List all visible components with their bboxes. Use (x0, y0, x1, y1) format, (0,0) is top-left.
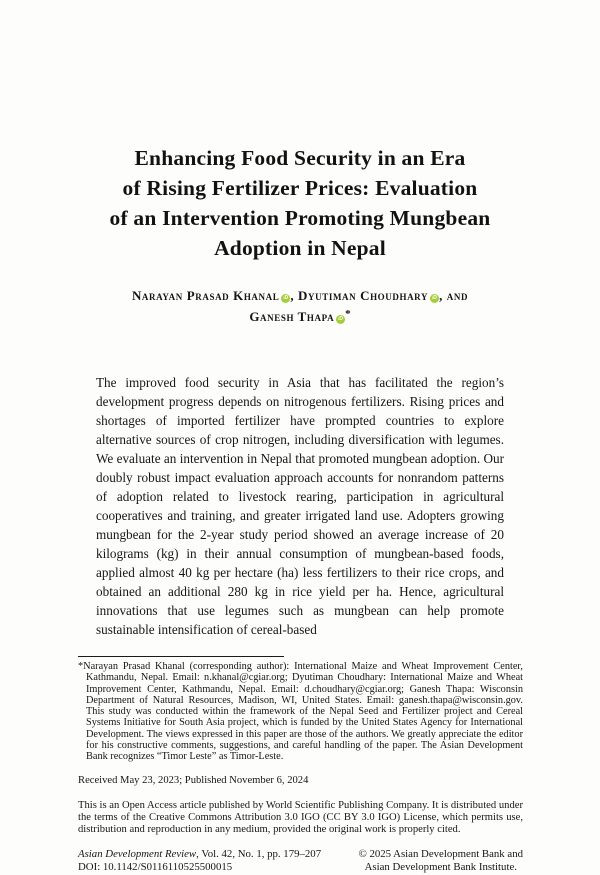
abstract-text: The improved food security in Asia that has facilitated the region’s development progress depends on nitrogenous fertilizers. Rising prices and shortages of imported fertilizer have prompted countries to explore alternative sources of crop nitrogen, including diversification with legumes. We evaluate an intervention in Nepal that promoted mungbean adoption. Our doubly robust impact evaluation approach accounts for nonrandom patterns of adoption related to livestock rearing, participation in agricultural cooperatives and training, and greater irrigated land use. Adopters growing mungbean for the 2-year study period showed an average increase of 20 kilograms (kg) in their annual consumption of mungbean-based foods, applied almost 40 kg per hectare (ha) less fertilizers to their rice crops, and obtained an additional 280 kg in rice yield per ha. Hence, agricultural innovations that use legumes such as mungbean can help promote sustainable intensification of cereal-based (96, 375, 504, 637)
author-name: Ganesh Thapa (249, 309, 335, 324)
copyright-block (359, 848, 523, 875)
orcid-icon[interactable]: iD (430, 294, 439, 303)
journal-volume-pages: , Vol. 42, No. 1, pp. 179–207 (196, 847, 322, 860)
author-byline (0, 286, 600, 326)
article-title-line: Enhancing Food Security in an Era (134, 146, 466, 170)
footnote-text: Narayan Prasad Khanal (corresponding author): International Maize and Wheat Improvement Center, Kathmandu, Nepal. Email: n.khanal@cgiar.org; Dyutiman Choudhary: International Maize and Wheat Improvement Center, Kathmandu, Nepal. Email: d.choudhary@cgiar.org; Ganesh Thapa: Wisconsin Department of Natural Resources, Madison, WI, United States. Email: ganesh.thapa@wisconsin.gov. This study was conducted within the framework of the Nepal Seed and Fertilizer project and Cereal Systems Initiative for South Asia project, which is funded by the United States Agency for International Development. The views expressed in this paper are those of the authors. We greatly appreciate the editor for his constructive comments, suggestions, and careful handling of the paper. The Asian Development Bank recognizes “Timor Leste” as Timor-Leste. (83, 661, 523, 763)
author-name: Narayan Prasad Khanal (131, 288, 280, 303)
orcid-icon[interactable]: iD (336, 315, 345, 324)
footnote-marker: * (78, 661, 84, 672)
copyright-line: Asian Development Bank Institute. (364, 861, 517, 874)
journal-citation-line (78, 848, 321, 862)
orcid-icon[interactable]: iD (281, 294, 290, 303)
author-footnote-marker: * (345, 308, 351, 320)
author-separator: , and (439, 288, 469, 303)
journal-citation-block (78, 848, 321, 875)
author-separator: , (290, 288, 299, 303)
article-title (0, 0, 600, 263)
received-published-dates: Received May 23, 2023; Published November 6, 2024 (78, 774, 309, 786)
copyright-line: © 2025 Asian Development Bank and (358, 847, 523, 860)
author-affiliations-footnote (78, 661, 523, 763)
doi-line: DOI: 10.1142/S0116110525500015 (78, 861, 233, 874)
journal-name: Asian Development Review (78, 847, 197, 860)
author-byline-line1 (0, 286, 600, 305)
article-title-line: of Rising Fertilizer Prices: Evaluation (122, 176, 478, 200)
footnote-separator-rule (78, 656, 284, 657)
author-name: Dyutiman Choudhary (298, 288, 429, 303)
article-title-line: of an Intervention Promoting Mungbean (109, 206, 491, 230)
journal-footer (78, 848, 523, 875)
open-access-statement: This is an Open Access article published by World Scientific Publishing Company. It is distributed under the terms of the Creative Commons Attribution 3.0 IGO (CC BY 3.0 IGO) License, which permits use, distribution and reproduction in any medium, provided the original work is properly cited. (78, 799, 523, 836)
author-byline-line2 (0, 305, 600, 326)
article-title-line: Adoption in Nepal (214, 236, 386, 260)
